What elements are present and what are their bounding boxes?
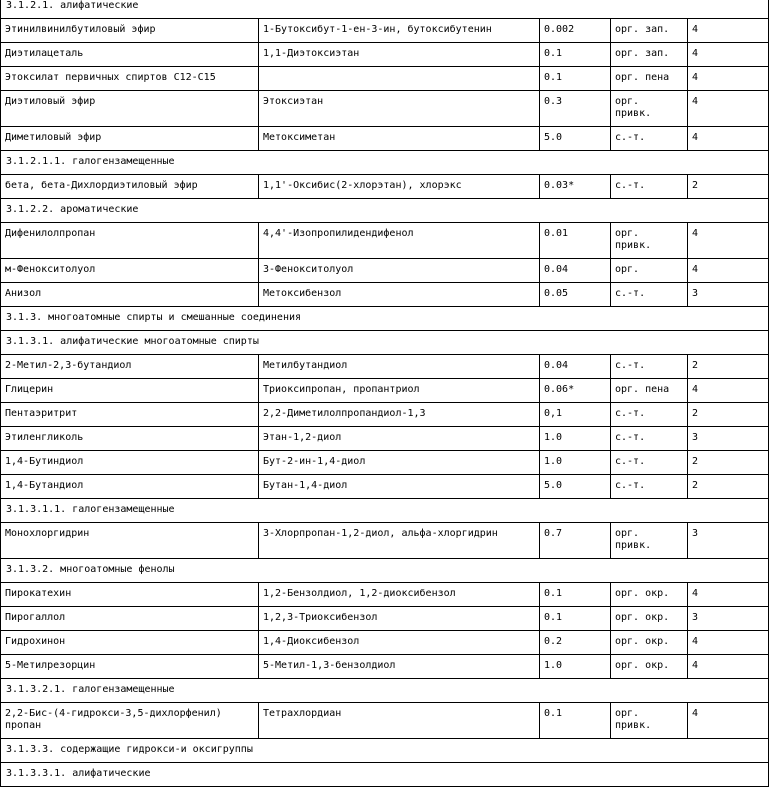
synonyms-cell: Триоксипропан, пропантриол <box>259 379 540 403</box>
substance-name-cell: Этоксилат первичных спиртов С12-С15 <box>1 67 259 91</box>
norm-value-cell: 0.1 <box>540 607 611 631</box>
hazard-class-cell: 4 <box>688 703 769 739</box>
table-body <box>1 0 769 787</box>
substance-name-cell: Анизол <box>1 283 259 307</box>
synonyms-cell: Метоксибензол <box>259 283 540 307</box>
table-row <box>1 127 769 151</box>
table-row <box>1 19 769 43</box>
hazard-class-cell: 4 <box>688 19 769 43</box>
hazard-class-cell: 4 <box>688 127 769 151</box>
synonyms-cell: Этоксиэтан <box>259 91 540 127</box>
hazard-class-cell: 4 <box>688 631 769 655</box>
synonyms-cell: 1,1'-Оксибис(2-хлорэтан), хлорэкс <box>259 175 540 199</box>
table-row <box>1 607 769 631</box>
section-row <box>1 307 769 331</box>
section-heading: 3.1.3.1.1. галогензамещенные <box>1 499 769 523</box>
synonyms-cell: Метоксиметан <box>259 127 540 151</box>
hazard-class-cell: 4 <box>688 259 769 283</box>
substance-name-cell: Пирогаллол <box>1 607 259 631</box>
substance-name-cell: Диэтиловый эфир <box>1 91 259 127</box>
section-row <box>1 679 769 703</box>
table-row <box>1 259 769 283</box>
section-heading: 3.1.3. многоатомные спирты и смешанные соединения <box>1 307 769 331</box>
table-row <box>1 43 769 67</box>
norm-value-cell: 0.01 <box>540 223 611 259</box>
norm-value-cell: 0.06* <box>540 379 611 403</box>
table-row <box>1 403 769 427</box>
norm-value-cell: 5.0 <box>540 475 611 499</box>
section-heading: 3.1.3.1. алифатические многоатомные спирты <box>1 331 769 355</box>
synonyms-cell: 5-Метил-1,3-бензолдиол <box>259 655 540 679</box>
substance-name-cell: 1,4-Бутиндиол <box>1 451 259 475</box>
hazard-sign-cell: орг. пена <box>611 67 688 91</box>
table-row <box>1 523 769 559</box>
hazard-sign-cell: орг. окр. <box>611 583 688 607</box>
hazard-sign-cell: орг. окр. <box>611 631 688 655</box>
section-row <box>1 499 769 523</box>
hazard-class-cell: 3 <box>688 523 769 559</box>
hazard-sign-cell: орг. зап. <box>611 19 688 43</box>
hazard-sign-cell: орг. привк. <box>611 91 688 127</box>
section-row <box>1 151 769 175</box>
table-row <box>1 427 769 451</box>
norm-value-cell: 0.04 <box>540 355 611 379</box>
hazard-class-cell: 4 <box>688 43 769 67</box>
hazard-class-cell: 3 <box>688 427 769 451</box>
table-row <box>1 703 769 739</box>
hazard-sign-cell: с.-т. <box>611 475 688 499</box>
synonyms-cell: 1-Бутоксибут-1-ен-3-ин, бутоксибутенин <box>259 19 540 43</box>
synonyms-cell: 1,2,3-Триоксибензол <box>259 607 540 631</box>
hazard-class-cell: 3 <box>688 607 769 631</box>
norm-value-cell: 0.05 <box>540 283 611 307</box>
synonyms-cell: Метилбутандиол <box>259 355 540 379</box>
substance-name-cell: 1,4-Бутандиол <box>1 475 259 499</box>
table-row <box>1 379 769 403</box>
substance-name-cell: м-Фенокситолуол <box>1 259 259 283</box>
norm-value-cell: 0.2 <box>540 631 611 655</box>
hazard-sign-cell: орг. <box>611 259 688 283</box>
hazard-class-cell: 2 <box>688 451 769 475</box>
hazard-sign-cell: с.-т. <box>611 283 688 307</box>
norm-value-cell: 0.1 <box>540 43 611 67</box>
table-row <box>1 223 769 259</box>
synonyms-cell: Бут-2-ин-1,4-диол <box>259 451 540 475</box>
norm-value-cell: 0.04 <box>540 259 611 283</box>
norm-value-cell: 0.1 <box>540 583 611 607</box>
substance-name-cell: Дифенилолпропан <box>1 223 259 259</box>
hazard-sign-cell: с.-т. <box>611 427 688 451</box>
section-row <box>1 0 769 19</box>
substance-name-cell: Пентаэритрит <box>1 403 259 427</box>
substance-name-cell: бета, бета-Дихлордиэтиловый эфир <box>1 175 259 199</box>
substance-name-cell: Этинилвинилбутиловый эфир <box>1 19 259 43</box>
table-row <box>1 283 769 307</box>
section-heading: 3.1.2.2. ароматические <box>1 199 769 223</box>
hazard-class-cell: 4 <box>688 583 769 607</box>
substance-name-cell: Глицерин <box>1 379 259 403</box>
substance-name-cell: Пирокатехин <box>1 583 259 607</box>
hazard-sign-cell: орг. окр. <box>611 607 688 631</box>
norm-value-cell: 0.002 <box>540 19 611 43</box>
table-row <box>1 631 769 655</box>
hazard-sign-cell: с.-т. <box>611 127 688 151</box>
synonyms-cell: 1,1-Диэтоксиэтан <box>259 43 540 67</box>
synonyms-cell: 4,4'-Изопропилидендифенол <box>259 223 540 259</box>
hazard-class-cell: 2 <box>688 355 769 379</box>
norm-value-cell: 0.1 <box>540 703 611 739</box>
section-heading: 3.1.3.3.1. алифатические <box>1 763 769 787</box>
section-heading: 3.1.3.2.1. галогензамещенные <box>1 679 769 703</box>
hazard-class-cell: 2 <box>688 403 769 427</box>
synonyms-cell: Этан-1,2-диол <box>259 427 540 451</box>
section-row <box>1 559 769 583</box>
hazard-class-cell: 2 <box>688 175 769 199</box>
substance-name-cell: 2,2-Бис-(4-гидрокси-3,5-дихлорфенил) пропан <box>1 703 259 739</box>
hazard-class-cell: 4 <box>688 91 769 127</box>
section-row <box>1 739 769 763</box>
hazard-sign-cell: с.-т. <box>611 451 688 475</box>
hazard-sign-cell: орг. зап. <box>611 43 688 67</box>
norm-value-cell: 0.03* <box>540 175 611 199</box>
substance-name-cell: Диэтилацеталь <box>1 43 259 67</box>
synonyms-cell: 1,2-Бензолдиол, 1,2-диоксибензол <box>259 583 540 607</box>
hazard-class-cell: 4 <box>688 67 769 91</box>
norm-value-cell: 1.0 <box>540 655 611 679</box>
synonyms-cell: 3-Хлорпропан-1,2-диол, альфа-хлоргидрин <box>259 523 540 559</box>
section-row <box>1 331 769 355</box>
synonyms-cell: 3-Фенокситолуол <box>259 259 540 283</box>
hazard-sign-cell: орг. привк. <box>611 223 688 259</box>
table-row <box>1 355 769 379</box>
norm-value-cell: 0.7 <box>540 523 611 559</box>
table-row <box>1 655 769 679</box>
table-row <box>1 475 769 499</box>
table-row <box>1 451 769 475</box>
substance-name-cell: Гидрохинон <box>1 631 259 655</box>
section-row <box>1 199 769 223</box>
norm-value-cell: 5.0 <box>540 127 611 151</box>
hazard-class-cell: 4 <box>688 655 769 679</box>
synonyms-cell: Тетрахлордиан <box>259 703 540 739</box>
synonyms-cell: 2,2-Диметилолпропандиол-1,3 <box>259 403 540 427</box>
table-row <box>1 175 769 199</box>
section-heading: 3.1.3.2. многоатомные фенолы <box>1 559 769 583</box>
hazard-sign-cell: орг. привк. <box>611 703 688 739</box>
section-heading: 3.1.2.1.1. галогензамещенные <box>1 151 769 175</box>
substance-name-cell: 5-Метилрезорцин <box>1 655 259 679</box>
table-row <box>1 91 769 127</box>
synonyms-cell: 1,4-Диоксибензол <box>259 631 540 655</box>
synonyms-cell <box>259 67 540 91</box>
substance-name-cell: 2-Метил-2,3-бутандиол <box>1 355 259 379</box>
hazard-sign-cell: с.-т. <box>611 403 688 427</box>
hazard-class-cell: 3 <box>688 283 769 307</box>
norm-value-cell: 0.3 <box>540 91 611 127</box>
section-row <box>1 763 769 787</box>
norm-value-cell: 1.0 <box>540 427 611 451</box>
hazard-sign-cell: с.-т. <box>611 355 688 379</box>
synonyms-cell: Бутан-1,4-диол <box>259 475 540 499</box>
hazard-class-cell: 2 <box>688 475 769 499</box>
hazard-class-cell: 4 <box>688 379 769 403</box>
table-row <box>1 67 769 91</box>
section-heading: 3.1.3.3. содержащие гидрокси-и оксигруппы <box>1 739 769 763</box>
table-row <box>1 583 769 607</box>
norm-value-cell: 0.1 <box>540 67 611 91</box>
hazard-sign-cell: с.-т. <box>611 175 688 199</box>
hazard-class-cell: 4 <box>688 223 769 259</box>
norm-value-cell: 1.0 <box>540 451 611 475</box>
hazard-sign-cell: орг. привк. <box>611 523 688 559</box>
section-heading: 3.1.2.1. алифатические <box>1 0 769 19</box>
hazard-sign-cell: орг. пена <box>611 379 688 403</box>
norm-value-cell: 0,1 <box>540 403 611 427</box>
substance-name-cell: Этиленгликоль <box>1 427 259 451</box>
hazard-sign-cell: орг. окр. <box>611 655 688 679</box>
substance-name-cell: Диметиловый эфир <box>1 127 259 151</box>
substance-name-cell: Монохлоргидрин <box>1 523 259 559</box>
